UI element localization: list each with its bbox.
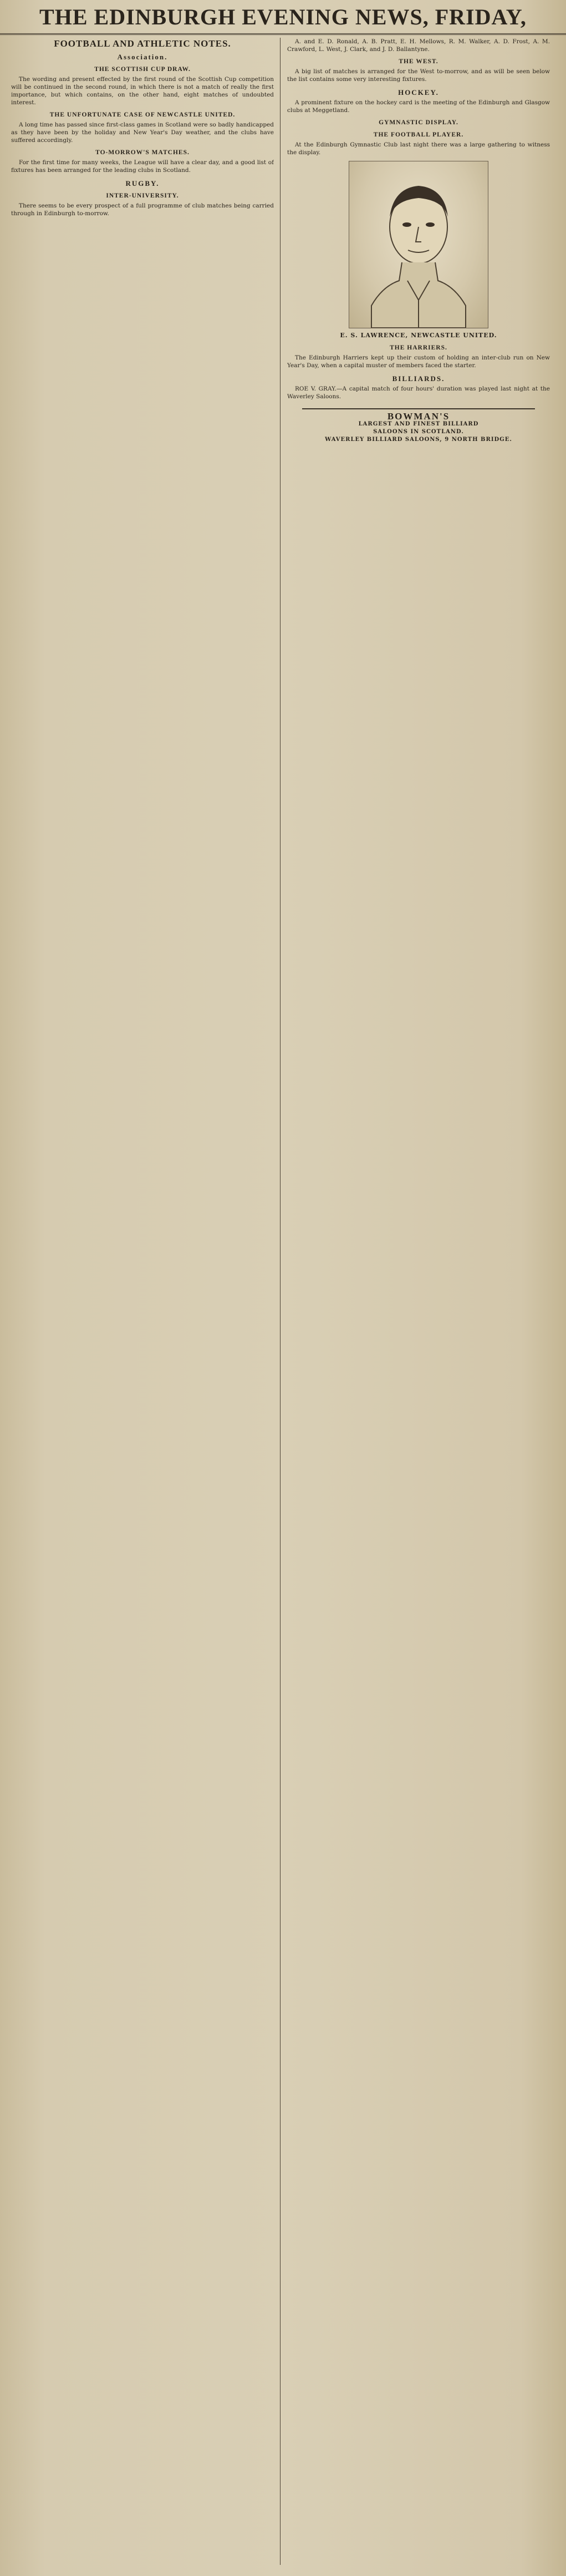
ad-line: WAVERLEY BILLIARD SALOONS, 9 NORTH BRIDGE. xyxy=(325,437,512,443)
unfortunate-case-heading: THE UNFORTUNATE CASE OF NEWCASTLE UNITED. xyxy=(49,111,236,118)
portrait-caption: E. S. LAWRENCE, NEWCASTLE UNITED. xyxy=(340,332,497,339)
article-paragraph: A long time has passed since first-class games in Scotland were so badly handicapped as they have been by the holiday and New Year's Day weather, and the clubs have suffered accordingly. xyxy=(11,121,274,144)
masthead xyxy=(0,0,566,35)
masthead-title: THE EDINBURGH EVENING NEWS, FRIDAY, xyxy=(39,4,527,29)
advertisement xyxy=(302,408,535,444)
ad-title: BOWMAN'S xyxy=(387,411,450,422)
ad-line: SALOONS IN SCOTLAND. xyxy=(373,429,464,435)
football-player-heading: THE FOOTBALL PLAYER. xyxy=(373,131,464,138)
left-column xyxy=(11,38,274,2570)
inter-university-heading: INTER-UNIVERSITY. xyxy=(106,192,179,199)
tomorrows-matches-heading: TO-MORROW'S MATCHES. xyxy=(95,149,190,156)
section-title: FOOTBALL AND ATHLETIC NOTES. xyxy=(54,38,231,49)
the-west-heading: THE WEST. xyxy=(399,58,438,65)
gymnastic-display-heading: GYMNASTIC DISPLAY. xyxy=(379,119,458,126)
article-paragraph: ROE V. GRAY.—A capital match of four hours' duration was played last night at the Waverley Saloons. xyxy=(287,386,550,400)
article-paragraph: There seems to be every prospect of a full programme of club matches being carried through in Edinburgh to-morrow. xyxy=(11,202,274,217)
article-paragraph: For the first time for many weeks, the League will have a clear day, and a good list of fixtures has been arranged for the leading clubs in Scotland. xyxy=(11,159,274,174)
player-portrait-illustration xyxy=(349,161,488,328)
portrait-sketch xyxy=(349,161,488,328)
hockey-heading: HOCKEY. xyxy=(398,88,439,97)
scottish-cup-heading: THE SCOTTISH CUP DRAW. xyxy=(94,66,191,73)
article-paragraph: A. and E. D. Ronald, A. B. Pratt, E. H. Mellows, R. M. Walker, A. D. Frost, A. M. Crawford, L. West, J. Clark, and J. D. Ballantyne. xyxy=(287,38,550,53)
article-paragraph: The Edinburgh Harriers kept up their custom of holding an inter-club run on New Year's Day, when a capital muster of members faced the starter. xyxy=(287,354,550,369)
article-paragraph: A big list of matches is arranged for the West to-morrow, and as will be seen below the list contains some very interesting fixtures. xyxy=(287,68,550,83)
article-paragraph: The wording and present effected by the first round of the Scottish Cup competition will be continued in the second round, in which there is not a match of really the first importance, but which contains, on the other hand, eight matches of undoubted interest. xyxy=(11,76,274,106)
article-paragraph: At the Edinburgh Gymnastic Club last night there was a large gathering to witness the display. xyxy=(287,141,550,156)
right-column xyxy=(287,38,550,2570)
rugby-heading: RUGBY. xyxy=(125,179,160,187)
billiards-heading: BILLIARDS. xyxy=(392,374,445,383)
harriers-heading: THE HARRIERS. xyxy=(390,344,447,351)
ad-line: LARGEST AND FINEST BILLIARD xyxy=(358,421,479,427)
column-divider xyxy=(280,38,281,2565)
association-heading: Association. xyxy=(117,53,168,61)
article-paragraph: A prominent fixture on the hockey card is the meeting of the Edinburgh and Glasgow clubs at Meggetland. xyxy=(287,99,550,114)
